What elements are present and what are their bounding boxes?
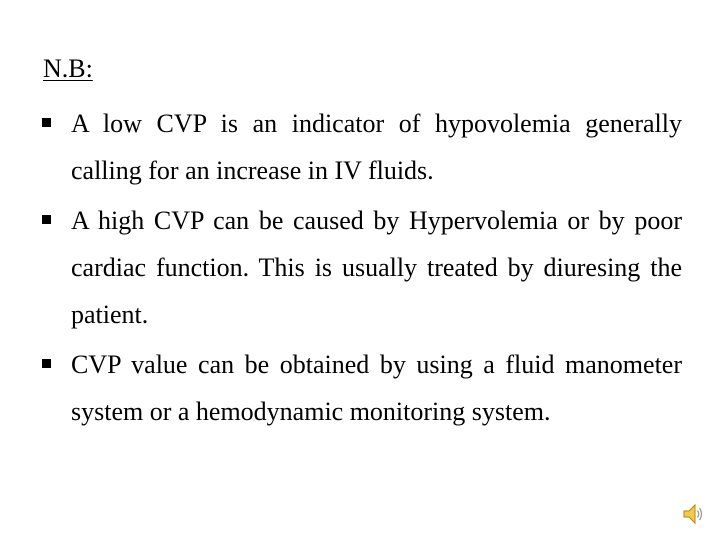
- bullet-item: [42, 197, 682, 338]
- bullet-text: A high CVP can be caused by Hypervolemia or by poor cardiac function. This is usually treated by diuresing the patient.: [71, 206, 682, 329]
- square-bullet-icon: [42, 359, 51, 368]
- speaker-icon[interactable]: [682, 502, 706, 526]
- bullet-item: [42, 341, 682, 435]
- bullet-text: A low CVP is an indicator of hypovolemia generally calling for an increase in IV fluids.: [71, 109, 682, 185]
- square-bullet-icon: [42, 215, 51, 224]
- slide-heading: N.B:: [43, 54, 93, 83]
- square-bullet-icon: [42, 118, 51, 127]
- bullet-text: CVP value can be obtained by using a fluid manometer system or a hemodynamic monitoring system.: [71, 350, 682, 426]
- bullet-list: [42, 100, 682, 438]
- bullet-item: [42, 100, 682, 194]
